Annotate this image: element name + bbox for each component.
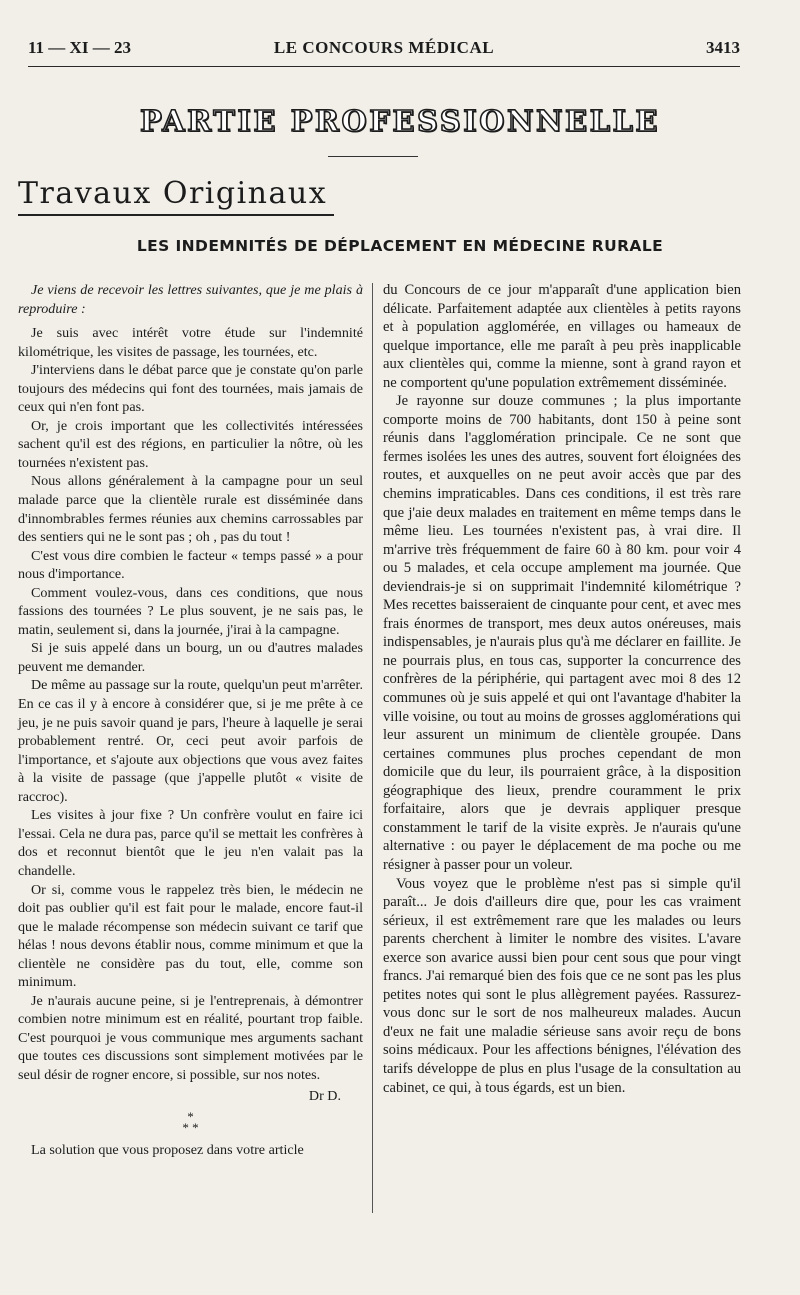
article-title: LES INDEMNITÉS DE DÉPLACEMENT EN MÉDECINE RURALE <box>136 237 664 255</box>
paragraph: Comment voulez-vous, dans ces conditions, que nous fassions des tournées ? Le plus souvent, je ne sais pas, le matin, seulement si, dans la journée, j'irai à la campagne. <box>18 584 363 638</box>
journal-title: LE CONCOURS MÉDICAL <box>273 38 495 57</box>
paragraph: C'est vous dire combien le facteur « temps passé » a pour nous d'importance. <box>18 547 363 583</box>
paragraph: J'interviens dans le débat parce que je constate qu'on parle toujours des médecins qui font des tournées, mais jamais de ceux qui n'en font pas. <box>18 362 363 416</box>
page-number: 3413 <box>706 38 740 57</box>
issue-date: 11 — XI — 23 <box>28 38 131 57</box>
paragraph: Je rayonne sur douze communes ; la plus importante comporte moins de 700 habitants, dont 150 à peine sont réunis dans l'agglomération principale. Ce ne sont que fermes isolées les unes des autres, souvent fort éloignées des routes, et auxquelles on ne peut avoir accès que par des chemins impraticables. Dans ces conditions, il est très rare que j'aie deux malades en traitement en même temps dans le même lieu. Les tournées n'existent pas, à vrai dire. Il m'arrive très fréquemment de faire 60 à 80 km. pour voir 4 ou 5 malades, et cela occupe amplement ma journée. Que deviendrais-je si on supprimait l'indemnité kilométrique ? Mes recettes baisseraient de cinquante pour cent, et avec mes frais énormes de transport, mes deux autos onéreuses, mais indispensables, je n'aurais plus qu'à me déclarer en faillite. Je ne pourrais plus, en tous cas, supporter la concurrence des confrères de la périphérie, qui partagent avec moi 8 des 12 communes où je suis appelé et qui ont l'avantage d'habiter la ville voisine, ou tout au moins de grosses agglomérations qui leur assurent un minimum de clientèle groupée. Dans certaines communes plus proches cependant de mon domicile que du leur, ils pourraient grâce, à la disposition géographique des lieux, prendre couramment le prix forfaitaire, alors que je devrais appliquer presque constamment le tarif de la visite exprès. Je n'aurais qu'une alternative : ou payer le déplacement de ma poche ou me résigner à passer pour un voleur. <box>383 393 741 873</box>
intro-paragraph: Je viens de recevoir les lettres suivantes, que je me plais à reproduire : <box>18 282 363 317</box>
paragraph: Nous allons généralement à la campagne pour un seul malade parce que la clientèle rurale est disséminée dans d'innombrables fermes réunies aux chemins carrossables par des sentiers qui ne le sont pas ; oh , pas du tout ! <box>18 473 363 546</box>
asterism <box>18 1109 363 1136</box>
left-column <box>18 281 363 1160</box>
running-head <box>28 36 740 62</box>
paragraph: Or si, comme vous le rappelez très bien, le médecin ne doit pas oublier qu'il est fait pour le malade, encore faut-il que le malade récompense son médecin suivant ce tarif que hélas ! nous devons établir nous, comme minimum et que la clientèle ne considère pas du tout, elle, comme son minimum. <box>18 881 363 991</box>
paragraph: Je suis avec intérêt votre étude sur l'indemnité kilométrique, les visites de passage, les tournées, etc. <box>18 325 363 360</box>
paragraph: Si je suis appelé dans un bourg, un ou d'autres malades peuvent me demander. <box>18 640 363 675</box>
closing-paragraph: La solution que vous proposez dans votre article <box>31 1142 304 1159</box>
paragraph: Je n'aurais aucune peine, si je l'entreprenais, à démontrer combien notre minimum est en réalité, pourtant trop faible. C'est pourquoi je vous communique mes arguments sachant que toutes ces discussions sont simplement motivées par le seul désir de rogner encore, si possible, sur nos notes. <box>18 992 363 1083</box>
paragraph: Vous voyez que le problème n'est pas si simple qu'il paraît... Je dois d'ailleurs dire que, pour les cas vraiment sérieux, il est extrêmement rare que les malades ou leurs parents cherchent à limiter le nombre des visites. L'avare exerce son avarice aussi bien pour cent sous que pour vingt francs. J'ai remarqué bien des fois que ce ne sont pas les plus petites notes qui sont le plus allègrement payées. Rassurez-vous donc sur le sort de nos malheureux malades. Aucun d'eux ne fait une maladie sérieuse sans avoir reçu de bons soins médicaux. Pour les affections bénignes, l'élévation des tarifs développe de plus en plus l'usage de la consultation au cabinet, ce qui, à tous égards, est un bien. <box>383 875 741 1096</box>
signature: Dr D. <box>308 1087 341 1104</box>
right-column <box>383 281 741 1097</box>
section-title: PARTIE PROFESSIONNELLE <box>139 104 661 138</box>
rubric-rule <box>18 214 334 216</box>
paragraph: De même au passage sur la route, quelqu'un peut m'arrêter. En ce cas il y à encore à considérer que, si je me prête à ce jeu, je ne puis savoir quand je pars, l'heure à laquelle je serai probablement rentré. Or, ceci peut avoir parfois de l'importance, et s'ajoute aux objections que vous avez faites à la visite de passage (que j'appelle plutôt « visite de raccroc). <box>18 677 363 805</box>
header-rule <box>28 66 740 67</box>
paragraph: du Concours de ce jour m'apparaît d'une application bien délicate. Parfaitement adaptée aux clientèles à petits rayons et à population agglomérée, en villages ou hameaux de quelque importance, elle me paraît à peu près inapplicable aux clientèles qui, comme la mienne, sont à grand rayon et ne comportent qu'une population extrêmement disséminée. <box>383 282 741 391</box>
rubric-title: Travaux Originaux <box>18 176 328 211</box>
section-rule <box>328 156 418 157</box>
asterism-top: * <box>187 1109 194 1125</box>
paragraph: Les visites à jour fixe ? Un confrère voulut en faire ici l'essai. Cela ne dura pas, parce qu'il se mettait les confrères à dos et reconnut bientôt que le jeu n'en valait pas la chandelle. <box>18 807 363 879</box>
asterism-bottom: * * <box>182 1120 199 1136</box>
paragraph: Or, je crois important que les collectivités intéressées sachent qu'il est des régions, en particulier la nôtre, où les tournées n'existent pas. <box>18 417 363 471</box>
column-divider <box>372 283 373 1213</box>
